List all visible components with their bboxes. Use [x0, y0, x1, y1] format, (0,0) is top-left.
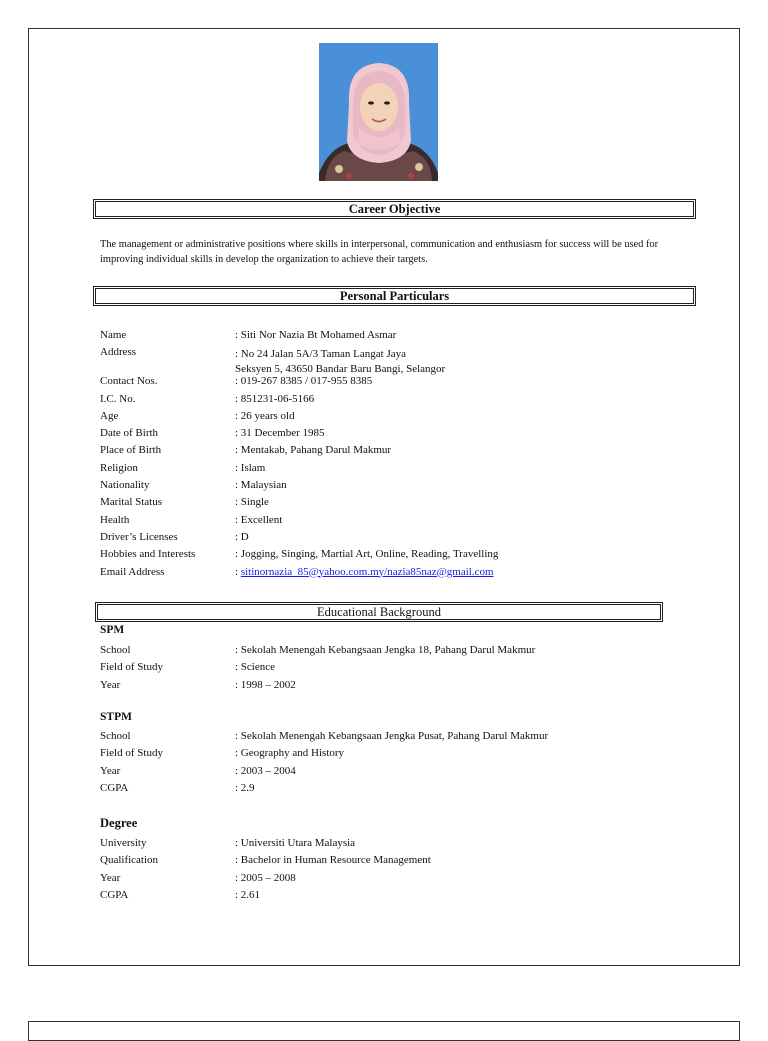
educational-background-heading: Educational Background [95, 602, 663, 622]
nationality-value: : Malaysian [235, 479, 287, 492]
degree-university-value: : Universiti Utara Malaysia [235, 837, 356, 849]
stpm-cgpa-label: CGPA [100, 781, 129, 794]
degree-cgpa-value: : 2.61 [235, 888, 261, 901]
degree-university-label: University [100, 837, 147, 849]
contact-value: : 019-267 8385 / 017-955 8385 [235, 375, 373, 388]
religion-label: Religion [100, 461, 138, 474]
hobbies-label: Hobbies and Interests [100, 548, 196, 561]
dob-value: : 31 December 1985 [235, 427, 325, 440]
address-line-1: : No 24 Jalan 5A/3 Taman Langat Jaya [235, 348, 407, 361]
nationality-label: Nationality [100, 479, 150, 492]
age-value: : 26 years old [235, 409, 295, 422]
health-value: : Excellent [235, 513, 283, 526]
health-label: Health [100, 513, 130, 526]
spm-school-label: School [100, 644, 131, 656]
spm-field-value: : Science [235, 661, 276, 674]
ic-value: : 851231-06-5166 [235, 392, 315, 405]
stpm-heading: STPM [100, 711, 132, 723]
pob-value: : Mentakab, Pahang Darul Makmur [235, 444, 392, 457]
degree-year-value: : 2005 – 2008 [235, 871, 296, 884]
marital-label: Marital Status [100, 496, 163, 509]
degree-cgpa-label: CGPA [100, 888, 129, 901]
degree-heading: Degree [100, 816, 138, 830]
pob-label: Place of Birth [100, 444, 162, 457]
license-label: Driver’s Licenses [100, 530, 178, 543]
degree-qualification-label: Qualification [100, 854, 159, 867]
age-label: Age [100, 409, 119, 422]
spm-year-value: : 1998 – 2002 [235, 678, 296, 691]
email-label: Email Address [100, 565, 165, 578]
address-label: Address [100, 346, 137, 359]
stpm-year-value: : 2003 – 2004 [235, 764, 296, 777]
marital-value: : Single [235, 496, 269, 509]
career-objective-text: The management or administrative positions where skills in interpersonal, communication and enthusiasm for success will be used for improving individual skills in develop the organization to achieve their targets. [100, 239, 659, 265]
stpm-field-label: Field of Study [100, 747, 163, 760]
stpm-school-value: : Sekolah Menengah Kebangsaan Jengka Pusat, Pahang Darul Makmur [235, 730, 549, 742]
degree-qualification-value: : Bachelor in Human Resource Management [235, 854, 431, 867]
stpm-field-value: : Geography and History [235, 747, 345, 760]
license-value: : D [235, 530, 249, 543]
ic-label: I.C. No. [100, 392, 136, 405]
email-prefix: : [235, 565, 241, 578]
email-value-wrap [235, 564, 494, 581]
hobbies-value: : Jogging, Singing, Martial Art, Online, Reading, Travelling [235, 548, 499, 561]
stpm-school-label: School [100, 730, 131, 742]
spm-year-label: Year [100, 678, 121, 691]
personal-particulars-heading: Personal Particulars [93, 286, 696, 306]
next-page-edge [28, 1021, 740, 1041]
religion-value: : Islam [235, 461, 266, 474]
name-label: Name [100, 329, 127, 341]
stpm-cgpa-value: : 2.9 [235, 781, 255, 794]
name-value: : Siti Nor Nazia Bt Mohamed Asmar [235, 329, 397, 341]
email-link[interactable]: sitinornazia_85@yahoo.com.my/nazia85naz@gmail.com [240, 565, 494, 578]
address-line-2: Seksyen 5, 43650 Bandar Baru Bangi, Selangor [235, 363, 446, 376]
contact-label: Contact Nos. [100, 375, 158, 388]
spm-field-label: Field of Study [100, 661, 163, 674]
career-objective-heading: Career Objective [93, 199, 696, 219]
spm-school-value: : Sekolah Menengah Kebangsaan Jengka 18, Pahang Darul Makmur [235, 644, 536, 656]
dob-label: Date of Birth [100, 427, 159, 440]
spm-heading: SPM [100, 624, 125, 636]
degree-year-label: Year [100, 871, 121, 884]
profile-photo [319, 43, 438, 181]
stpm-year-label: Year [100, 764, 121, 777]
